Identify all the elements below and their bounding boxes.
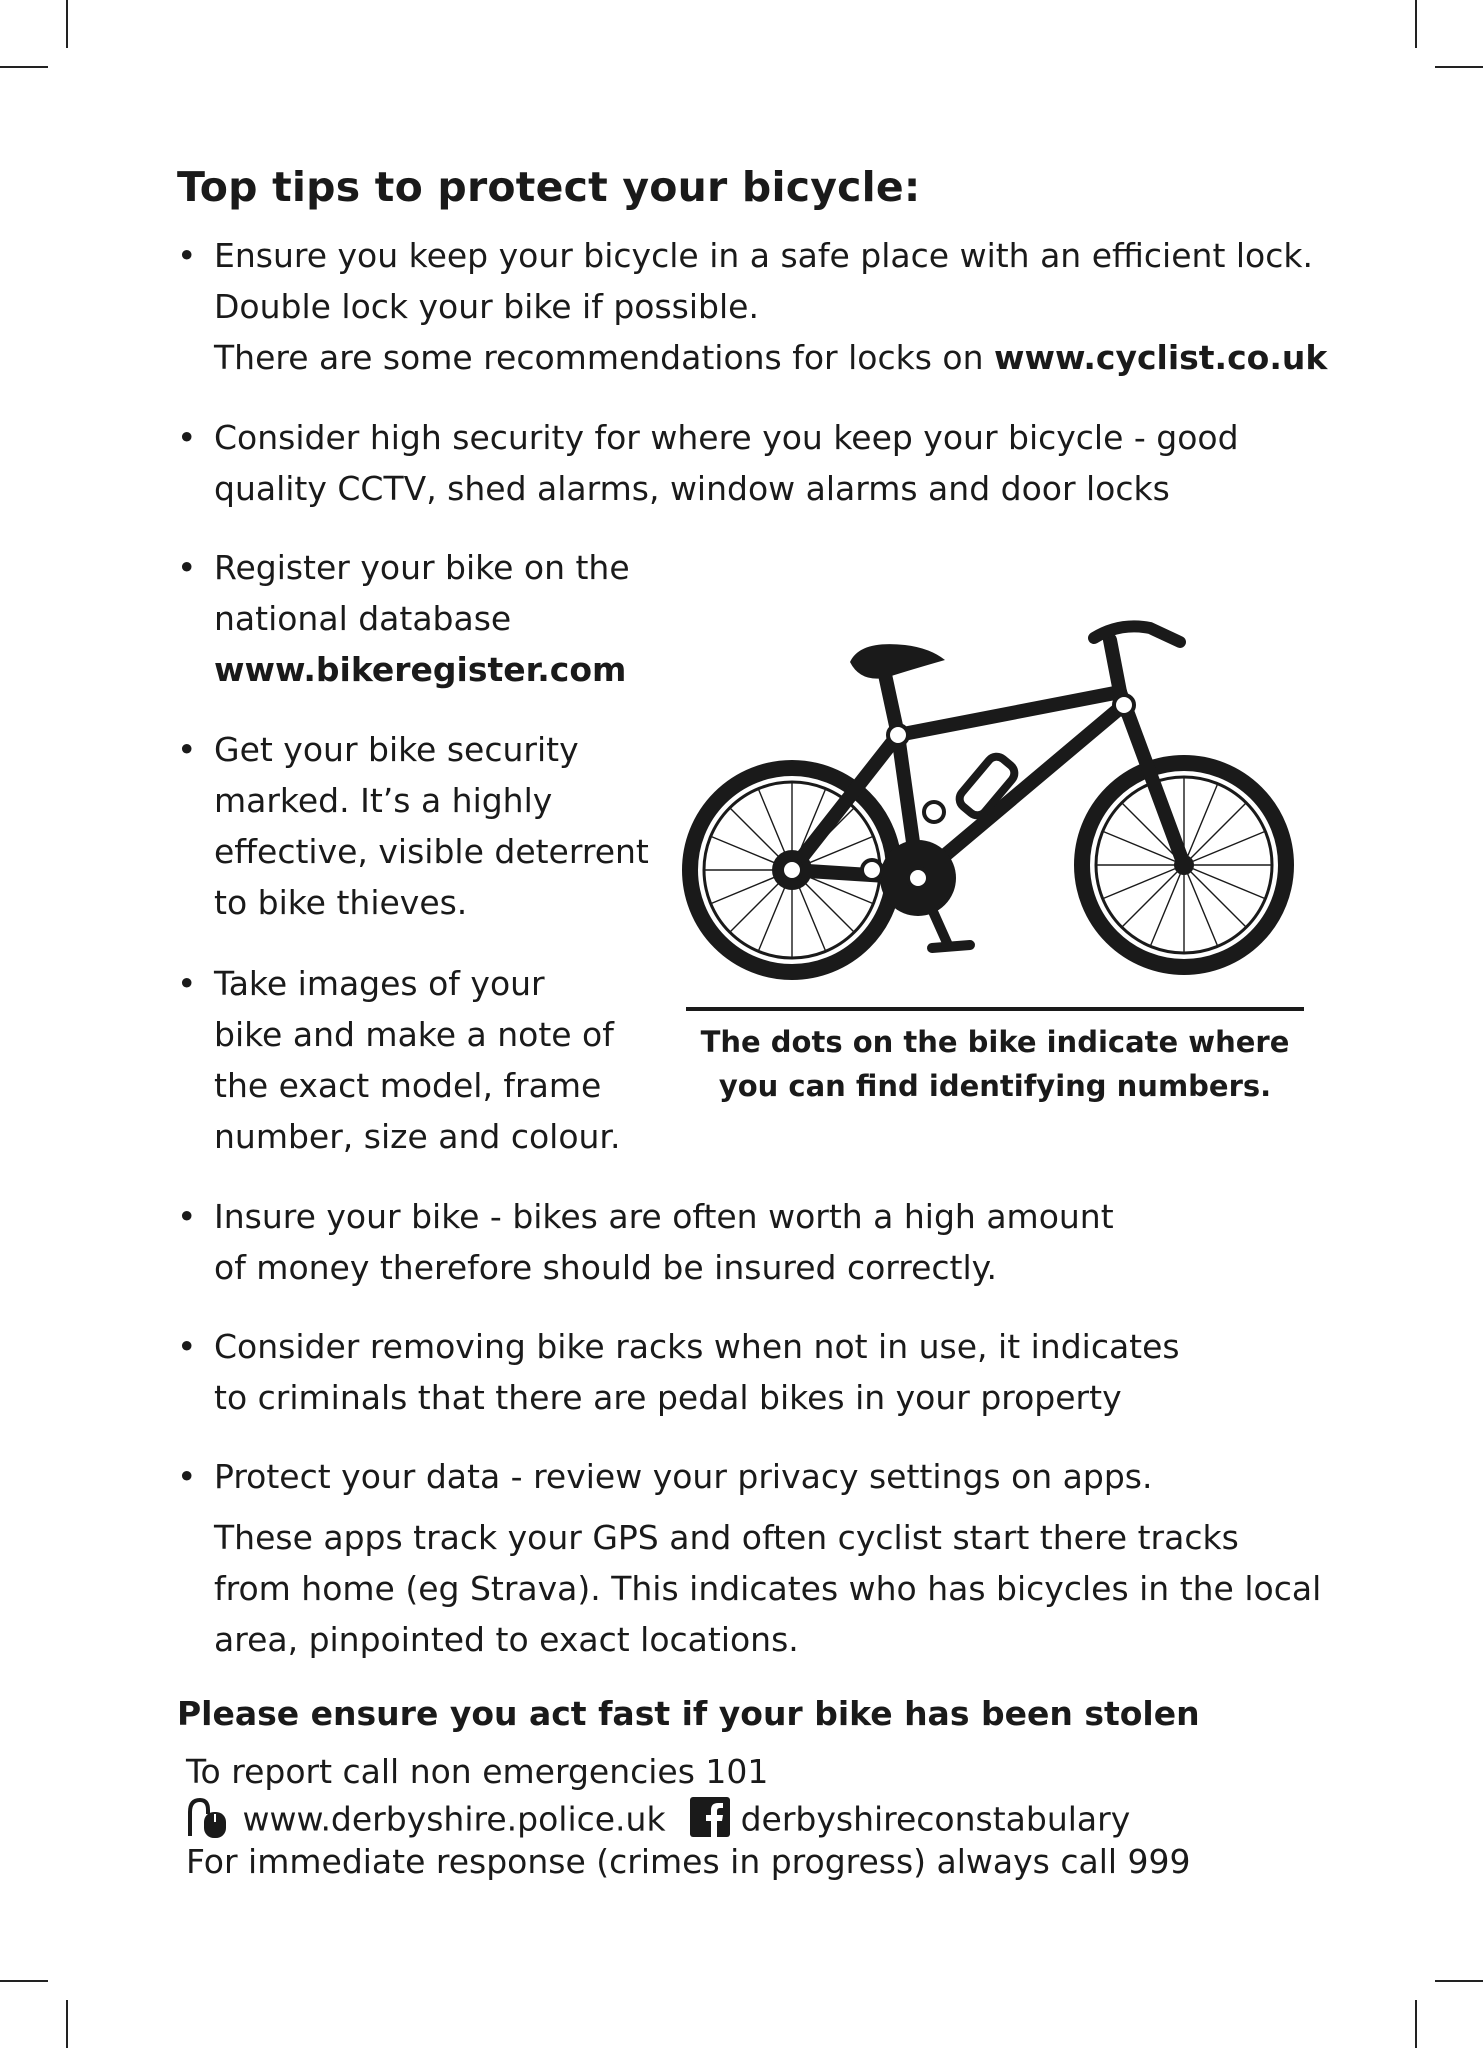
facebook-icon	[690, 1797, 730, 1845]
tip-line: Consider high security for where you keep your bicycle - good	[214, 418, 1239, 457]
police-website-link[interactable]: www.derbyshire.police.uk	[242, 1799, 666, 1839]
bikeregister-link[interactable]: www.bikeregister.com	[214, 650, 627, 689]
tip-text: There are some recommendations for locks on	[214, 338, 994, 377]
tip-line: Ensure you keep your bicycle in a safe place with an efficient lock.	[214, 236, 1313, 275]
immediate-line: For immediate response (crimes in progress) always call 999	[186, 1842, 1191, 1881]
tip-line: bike and make a note of	[214, 1015, 614, 1054]
tip-line: national database	[214, 599, 512, 638]
tip-line: from home (eg Strava). This indicates who has bicycles in the local	[214, 1569, 1322, 1608]
id-dot	[888, 725, 908, 745]
closing-heading: Please ensure you act fast if your bike has been stolen	[177, 1694, 1200, 1733]
crop-mark	[1415, 2000, 1417, 2048]
bullet: •	[177, 1327, 197, 1366]
report-line: To report call non emergencies 101	[186, 1752, 769, 1791]
facebook-handle-link[interactable]: derbyshireconstabulary	[740, 1799, 1131, 1839]
tip-line: to criminals that there are pedal bikes in your property	[214, 1378, 1122, 1417]
tip-line: of money therefore should be insured correctly.	[214, 1248, 997, 1287]
tip-line: quality CCTV, shed alarms, window alarms and door locks	[214, 469, 1170, 508]
crop-mark	[1435, 66, 1483, 68]
crop-mark	[1415, 0, 1417, 48]
saddle	[850, 644, 945, 679]
tip-line: effective, visible deterrent	[214, 832, 649, 871]
tip-line: These apps track your GPS and often cyclist start there tracks	[214, 1518, 1239, 1557]
mouse-icon	[186, 1796, 232, 1846]
page-title: Top tips to protect your bicycle:	[177, 163, 921, 211]
id-dot	[862, 860, 882, 880]
contact-line	[186, 1796, 1130, 1846]
crop-mark	[66, 2000, 68, 2048]
tip-line	[214, 332, 1327, 383]
tip-line: the exact model, frame	[214, 1066, 602, 1105]
crop-mark	[66, 0, 68, 48]
tip-line: Take images of your	[214, 964, 545, 1003]
tip-line: area, pinpointed to exact locations.	[214, 1620, 799, 1659]
id-dot	[924, 802, 944, 822]
bullet: •	[177, 236, 197, 275]
crop-mark	[1435, 1980, 1483, 1982]
caption-rule	[686, 1007, 1304, 1011]
caption-line: The dots on the bike indicate where	[700, 1025, 1290, 1059]
tip-line: Protect your data - review your privacy settings on apps.	[214, 1457, 1153, 1496]
bullet: •	[177, 730, 197, 769]
tip-line: Double lock your bike if possible.	[214, 287, 759, 326]
front-hub	[1174, 855, 1194, 875]
id-dot	[908, 868, 928, 888]
tip-line: to bike thieves.	[214, 883, 468, 922]
crop-mark	[0, 66, 48, 68]
caption-line: you can find identifying numbers.	[718, 1069, 1272, 1103]
id-dot	[1114, 695, 1134, 715]
bicycle-illustration	[680, 600, 1308, 990]
tip-line: Consider removing bike racks when not in use, it indicates	[214, 1327, 1180, 1366]
bullet: •	[177, 1197, 197, 1236]
bullet: •	[177, 1457, 197, 1496]
bullet: •	[177, 964, 197, 1003]
tip-line: marked. It’s a highly	[214, 781, 553, 820]
bike-caption	[686, 1020, 1304, 1108]
cyclist-link[interactable]: www.cyclist.co.uk	[994, 338, 1328, 377]
bullet: •	[177, 548, 197, 587]
tip-line: Get your bike security	[214, 730, 579, 769]
crop-mark	[0, 1980, 48, 1982]
pedal	[932, 945, 970, 948]
bullet: •	[177, 418, 197, 457]
tip-line: Insure your bike - bikes are often worth a high amount	[214, 1197, 1114, 1236]
tip-line: Register your bike on the	[214, 548, 630, 587]
id-dot	[782, 860, 802, 880]
tip-line: number, size and colour.	[214, 1117, 621, 1156]
